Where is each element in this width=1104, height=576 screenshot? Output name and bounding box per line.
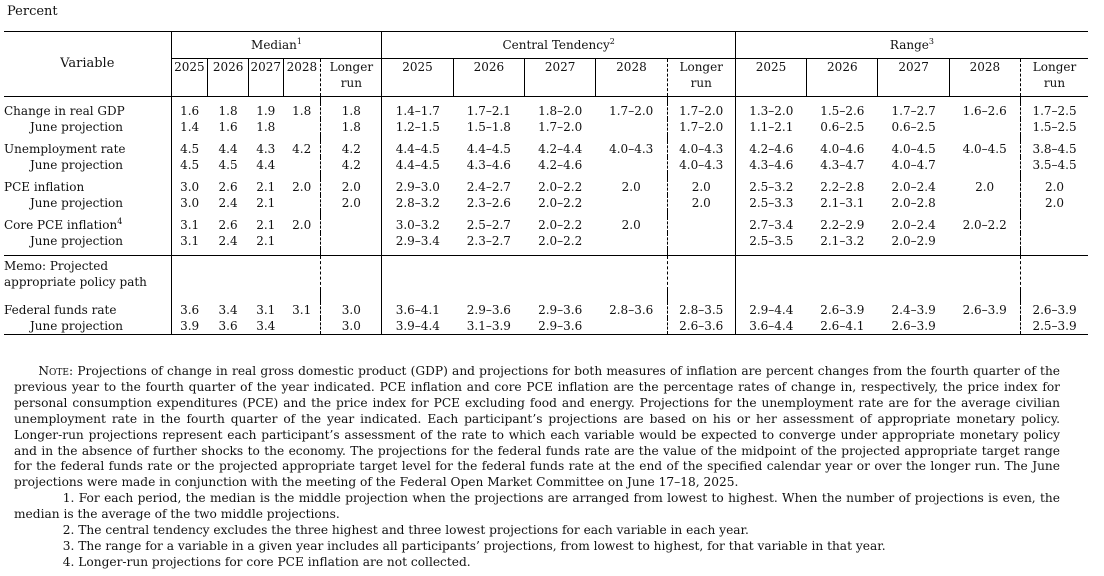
median-cell: 1.8	[321, 119, 382, 135]
central-tendency-cell: 2.8–3.5	[667, 302, 735, 318]
median-cell: 3.1	[292, 303, 312, 317]
central-tendency-cell: 2.0	[667, 195, 735, 211]
footnote-1: 1. For each period, the median is the middle projection when the projections are arranged from lowest to highest. When the number of projections is even, the median is the average of the two middle projections.	[14, 491, 1060, 522]
median-cell: 4.2	[321, 141, 382, 157]
range-cell	[1021, 217, 1088, 233]
median-cell: 2.0	[321, 179, 382, 195]
median-cell: 2.1	[256, 196, 276, 210]
central-tendency-cell: 2.0	[621, 180, 641, 194]
table-row	[4, 179, 1088, 195]
central-tendency-cell: 2.0–2.2	[538, 196, 583, 210]
central-tendency-cell: 2.4–2.7	[466, 180, 511, 194]
median-cell: 2.0	[321, 195, 382, 211]
central-tendency-cell: 4.2–4.4	[538, 142, 583, 156]
median-cell: 1.8	[256, 120, 276, 134]
range-cell: 0.6–2.5	[891, 120, 936, 134]
median-cell: 2.0	[292, 218, 312, 232]
range-cell: 2.1–3.1	[820, 196, 865, 210]
row-label: Unemployment rate	[4, 142, 126, 156]
central-tendency-cell: 3.0–3.2	[382, 217, 453, 233]
range-cell: 4.0–4.6	[820, 142, 865, 156]
range-cell	[949, 119, 1020, 135]
central-tendency-cell: 1.7–2.0	[667, 103, 735, 119]
median-cell: 4.5	[171, 141, 208, 157]
central-tendency-cell	[667, 233, 735, 249]
median-cell	[283, 318, 321, 335]
range-cell: 1.7–2.7	[891, 104, 936, 118]
central-tendency-cell: 3.6–4.1	[382, 302, 453, 318]
note-text: Projections of change in real gross domestic product (GDP) and projections for both measures of inflation are percent changes from the fourth quarter of the previous year to the fourth quarter of the year indicated. PCE inflation and core PCE inflation are the percentage rates of change in, respectively, the price index for personal consumption expenditures (PCE) and the price index for PCE excluding food and energy. Projections for the unemployment rate are for the average civilian unemployment rate in the fourth quarter of the year indicated. Each participant’s projections are based on his or her assessment of appropriate monetary policy. Longer-run projections represent each participant’s assessment of the rate to which each variable would be expected to converge under appropriate monetary policy and in the absence of further shocks to the economy. The projections for the federal funds rate are the value of the midpoint of the projected appropriate target range for the federal funds rate or the projected appropriate target level for the federal funds rate at the end of the specified calendar year or over the longer run. The June projections were made in conjunction with the meeting of the Federal Open Market Committee on June 17–18, 2025.	[14, 364, 1061, 490]
range-cell: 2.7–3.4	[735, 217, 806, 233]
range-year-header: 2028	[949, 59, 1020, 97]
range-year-header: 2027	[878, 59, 949, 97]
median-cell: 1.6	[171, 103, 208, 119]
central-tendency-cell: 4.0–4.3	[609, 142, 654, 156]
range-cell: 2.0–2.4	[891, 218, 936, 232]
range-cell: 2.1–3.2	[820, 234, 865, 248]
header-group-row	[4, 32, 1088, 59]
range-cell: 4.2–4.6	[735, 141, 806, 157]
central-tendency-cell: 2.9–3.6	[466, 303, 511, 317]
footnote-4: 4. Longer-run projections for core PCE inflation are not collected.	[62, 554, 471, 569]
median-cell: 3.6	[208, 318, 249, 335]
row-label: June projection	[30, 120, 123, 134]
row-label: June projection	[30, 158, 123, 172]
table-row	[4, 103, 1088, 119]
central-tendency-cell	[596, 119, 667, 135]
row-label: June projection	[4, 318, 171, 335]
central-tendency-cell: 2.0–2.2	[538, 218, 583, 232]
central-tendency-cell: 4.2–4.6	[538, 158, 583, 172]
range-cell: 4.3–4.7	[820, 158, 865, 172]
central-tendency-cell: 4.4–4.5	[466, 142, 511, 156]
central-tendency-cell: 4.0–4.3	[667, 157, 735, 173]
range-cell: 2.5–3.3	[735, 195, 806, 211]
row-label: June projection	[30, 234, 123, 248]
median-cell	[321, 233, 382, 249]
range-cell: 2.9–4.4	[735, 302, 806, 318]
range-cell: 2.2–2.8	[820, 180, 865, 194]
range-cell	[949, 195, 1020, 211]
central-tendency-cell: 4.4–4.5	[382, 141, 453, 157]
central-tendency-cell: 2.0–2.2	[538, 180, 583, 194]
median-longer-run-header: Longer run	[321, 59, 382, 97]
range-cell: 3.6–4.4	[735, 318, 806, 335]
central-tendency-cell	[596, 195, 667, 211]
central-tendency-cell	[596, 157, 667, 173]
central-tendency-cell: 1.4–1.7	[382, 103, 453, 119]
footnote-2: 2. The central tendency excludes the three highest and three lowest projections for each variable in each year.	[62, 523, 749, 538]
range-cell: 2.0	[1021, 195, 1088, 211]
median-cell: 4.4	[218, 142, 238, 156]
range-cell: 0.6–2.5	[820, 120, 865, 134]
median-cell: 4.3	[256, 142, 276, 156]
central-tendency-cell: 1.8–2.0	[538, 104, 583, 118]
central-tendency-cell: 2.0	[621, 218, 641, 232]
median-cell: 2.4	[218, 196, 238, 210]
median-cell	[283, 195, 321, 211]
median-cell: 3.1	[171, 217, 208, 233]
central-year-header: 2027	[525, 59, 596, 97]
central-tendency-cell: 2.9–3.6	[538, 303, 583, 317]
central-tendency-cell: 2.9–3.4	[382, 233, 453, 249]
median-year-header: 2025	[171, 59, 208, 97]
median-cell	[283, 119, 321, 135]
median-cell: 1.9	[256, 104, 276, 118]
median-cell: 3.4	[218, 303, 238, 317]
median-cell: 4.5	[171, 157, 208, 173]
central-tendency-cell: 2.0	[667, 179, 735, 195]
median-cell: 3.0	[321, 318, 382, 335]
median-cell: 4.2	[292, 142, 312, 156]
range-longer-run-header: Longer run	[1021, 59, 1088, 97]
median-cell: 3.0	[321, 302, 382, 318]
median-cell: 4.2	[321, 157, 382, 173]
median-cell: 4.4	[256, 158, 276, 172]
central-tendency-cell	[596, 318, 667, 335]
central-tendency-cell: 2.3–2.6	[466, 196, 511, 210]
median-cell: 3.9	[171, 318, 208, 335]
central-tendency-cell: 1.7–2.0	[667, 119, 735, 135]
central-year-header: 2028	[596, 59, 667, 97]
memo-row	[4, 256, 1088, 291]
note-paragraph	[14, 364, 1060, 491]
table-row	[4, 318, 1088, 335]
central-tendency-cell: 2.9–3.0	[382, 179, 453, 195]
memo-label: Memo: Projected appropriate policy path	[4, 256, 171, 291]
table-row	[4, 302, 1088, 318]
median-cell: 1.8	[321, 103, 382, 119]
median-cell	[283, 233, 321, 249]
range-cell: 1.1–2.1	[735, 119, 806, 135]
range-cell: 1.5–2.5	[1021, 119, 1088, 135]
table-row	[4, 119, 1088, 135]
central-year-header: 2026	[453, 59, 524, 97]
range-cell: 4.3–4.6	[735, 157, 806, 173]
range-cell: 4.0–4.5	[891, 142, 936, 156]
median-year-header: 2028	[283, 59, 321, 97]
range-year-header: 2026	[807, 59, 878, 97]
median-cell: 2.0	[292, 180, 312, 194]
median-cell: 2.1	[256, 218, 276, 232]
central-tendency-cell: 1.7–2.0	[538, 120, 583, 134]
median-cell: 1.8	[218, 104, 238, 118]
median-cell: 3.6	[171, 302, 208, 318]
table-row	[4, 141, 1088, 157]
central-tendency-cell: 2.0–2.2	[538, 234, 583, 248]
central-tendency-cell: 3.1–3.9	[453, 318, 524, 335]
central-tendency-cell: 2.9–3.6	[525, 318, 596, 335]
central-tendency-cell: 2.6–3.6	[667, 318, 735, 335]
unit-label: Percent	[7, 4, 58, 19]
central-tendency-header: Central Tendency$^2$	[382, 32, 735, 59]
range-cell: 1.5–2.6	[820, 104, 865, 118]
range-cell: 1.6–2.6	[962, 104, 1007, 118]
note-label: Note:	[38, 364, 74, 378]
range-cell: 2.6–4.1	[807, 318, 878, 335]
central-tendency-cell: 2.3–2.7	[466, 234, 511, 248]
footnote-3: 3. The range for a variable in a given year includes all participants’ projections, from lowest to highest, for that variable in that year.	[62, 538, 886, 553]
median-cell: 3.0	[171, 179, 208, 195]
row-label: Core PCE inflation$^4$	[4, 217, 123, 232]
median-cell: 2.6	[218, 180, 238, 194]
central-tendency-cell: 2.5–2.7	[466, 218, 511, 232]
median-cell	[321, 217, 382, 233]
range-cell: 2.6–3.9	[1021, 302, 1088, 318]
range-cell: 4.0–4.7	[891, 158, 936, 172]
median-year-header: 2026	[208, 59, 249, 97]
range-cell: 1.7–2.5	[1021, 103, 1088, 119]
range-cell: 2.5–3.5	[735, 233, 806, 249]
central-tendency-cell: 4.3–4.6	[466, 158, 511, 172]
range-cell: 2.0–2.4	[891, 180, 936, 194]
range-header: Range$^3$	[735, 32, 1088, 59]
median-cell: 1.6	[218, 120, 238, 134]
range-cell: 4.0–4.5	[962, 142, 1007, 156]
range-cell: 2.0–2.9	[891, 234, 936, 248]
range-cell: 2.0–2.2	[962, 218, 1007, 232]
row-label: PCE inflation	[4, 180, 85, 194]
range-cell: 2.5–3.2	[735, 179, 806, 195]
range-cell: 2.6–3.9	[962, 303, 1007, 317]
central-tendency-cell: 2.8–3.2	[382, 195, 453, 211]
table-row	[4, 217, 1088, 233]
projections-table	[4, 31, 1088, 335]
central-tendency-cell: 4.0–4.3	[667, 141, 735, 157]
range-year-header: 2025	[735, 59, 806, 97]
variable-header: Variable	[4, 32, 171, 97]
range-cell	[949, 318, 1020, 335]
row-label: Federal funds rate	[4, 303, 117, 317]
median-cell: 1.8	[292, 104, 312, 118]
range-cell: 2.0	[975, 180, 995, 194]
median-cell: 2.1	[256, 234, 276, 248]
row-label: Change in real GDP	[4, 104, 125, 118]
central-tendency-cell: 1.7–2.0	[609, 104, 654, 118]
range-cell: 2.0–2.8	[891, 196, 936, 210]
table-row	[4, 195, 1088, 211]
median-cell: 3.1	[256, 303, 276, 317]
notes-section	[14, 364, 1060, 571]
range-cell	[949, 157, 1020, 173]
table-row	[4, 157, 1088, 173]
median-cell: 3.1	[171, 233, 208, 249]
range-cell: 2.4–3.9	[891, 303, 936, 317]
range-cell	[949, 233, 1020, 249]
central-tendency-cell: 3.9–4.4	[382, 318, 453, 335]
range-cell: 2.6–3.9	[820, 303, 865, 317]
central-tendency-cell	[596, 233, 667, 249]
median-cell: 2.4	[218, 234, 238, 248]
range-cell	[1021, 233, 1088, 249]
central-tendency-cell	[667, 217, 735, 233]
central-longer-run-header: Longer run	[667, 59, 735, 97]
central-tendency-cell: 1.7–2.1	[466, 104, 511, 118]
central-tendency-cell: 1.2–1.5	[382, 119, 453, 135]
range-cell: 2.6–3.9	[878, 318, 949, 335]
table-row	[4, 233, 1088, 249]
median-cell: 4.5	[218, 158, 238, 172]
median-year-header: 2027	[248, 59, 283, 97]
range-cell: 1.3–2.0	[735, 103, 806, 119]
range-cell: 3.5–4.5	[1021, 157, 1088, 173]
table-body	[4, 97, 1088, 335]
row-label: June projection	[30, 196, 123, 210]
range-cell: 2.0	[1021, 179, 1088, 195]
central-tendency-cell: 4.4–4.5	[382, 157, 453, 173]
range-cell: 2.5–3.9	[1021, 318, 1088, 335]
range-cell: 2.2–2.9	[820, 218, 865, 232]
central-year-header: 2025	[382, 59, 453, 97]
median-cell: 2.6	[218, 218, 238, 232]
central-tendency-cell: 2.8–3.6	[609, 303, 654, 317]
median-cell	[283, 157, 321, 173]
median-cell: 3.4	[248, 318, 283, 335]
central-tendency-cell: 1.5–1.8	[466, 120, 511, 134]
median-header: Median$^1$	[171, 32, 382, 59]
median-cell: 2.1	[256, 180, 276, 194]
median-cell: 1.4	[171, 119, 208, 135]
median-cell: 3.0	[171, 195, 208, 211]
range-cell: 3.8–4.5	[1021, 141, 1088, 157]
